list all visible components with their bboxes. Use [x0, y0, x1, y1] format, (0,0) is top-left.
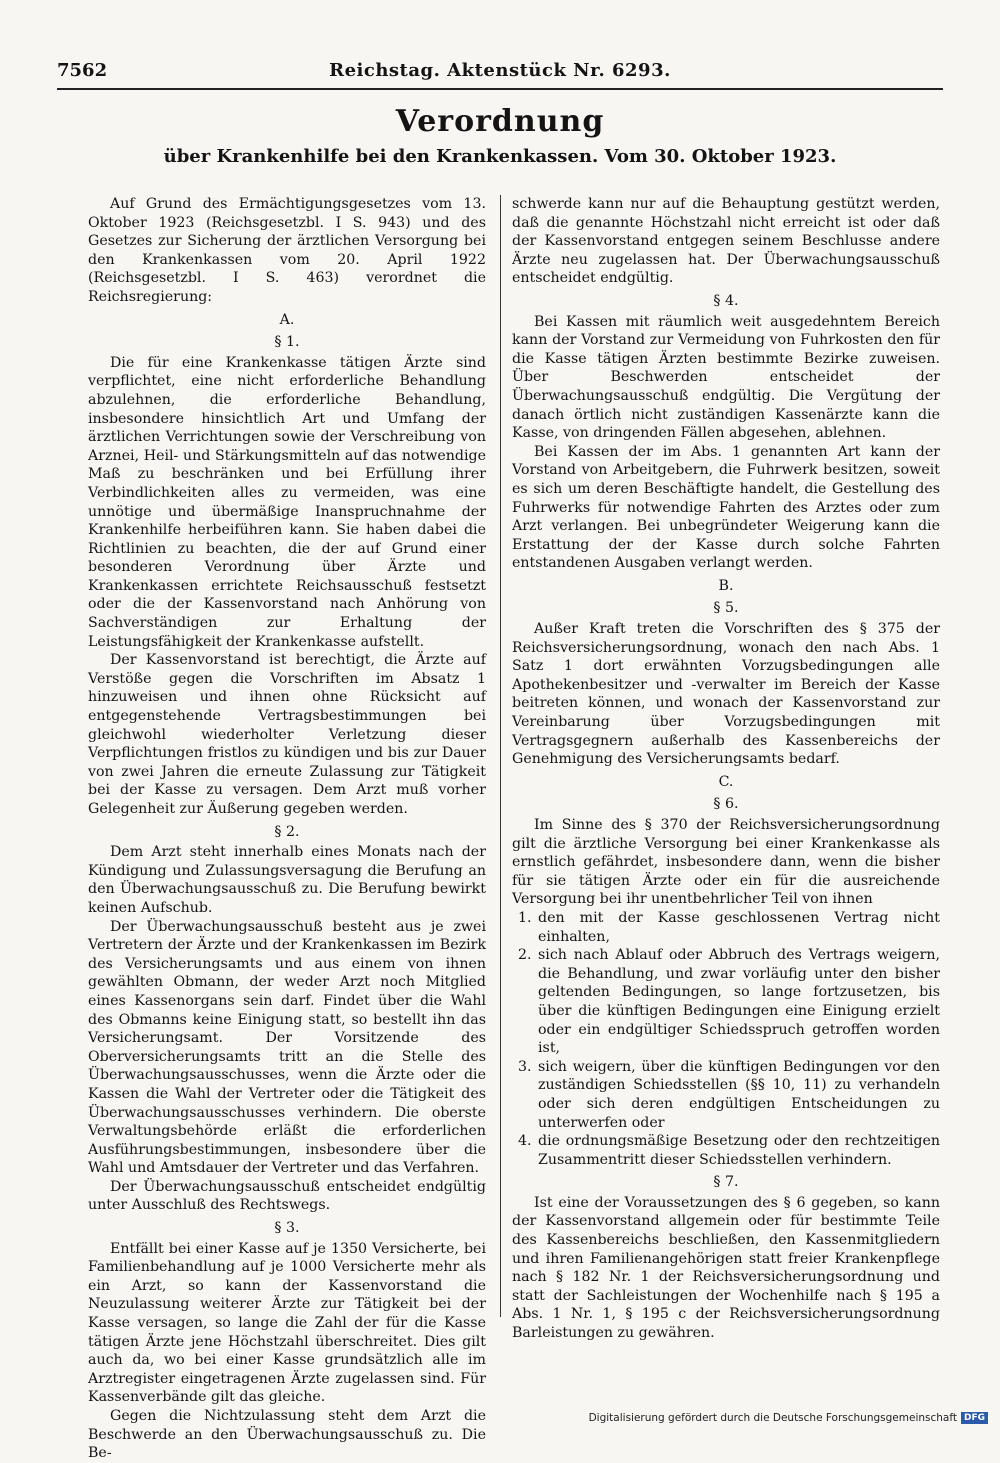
section-4-paragraph-2: Bei Kassen der im Abs. 1 genannten Art kann der Vorstand von Arbeitgebern, die Fuhrwerk besitzen, soweit es sich um deren Beschäftigte handelt, die Gestellung des Fuhrwerks für notwendige Fahrten des Arztes oder zum Arzt verlangen. Bei unbegründeter Weigerung kann die Erstattung der der Kasse durch solche Fahrten entstandenen Ausgaben verlangt werden. [512, 443, 940, 572]
dfg-logo-icon: DFG [961, 1412, 988, 1424]
section-7-heading: § 7. [713, 1174, 739, 1191]
list-item: 1. den mit der Kasse geschlossenen Vertrag nicht einhalten, [536, 909, 940, 946]
part-a-heading: A. [279, 311, 295, 328]
section-7-paragraph-1: Ist eine der Voraussetzungen des § 6 gegeben, so kann der Kassenvorstand allgemein oder für bestimmte Teile des Kassenbereichs beschließen, den Kassenmitgliedern und ihren Familienangehörigen statt freier Krankenpflege nach § 182 Nr. 1 der Reichsversicherungsordnung und statt der Sachleistungen der Wochenhilfe nach § 195 a Abs. 1 Nr. 1, § 195 c der Reichsversicherungsordnung Barleistungen zu gewähren. [512, 1194, 940, 1342]
list-item: 2. sich nach Ablauf oder Abbruch des Vertrags weigern, die Behandlung, und zwar vorläufig unter den bisher geltenden Bedingungen, so lange fortzusetzen, bis über die künftigen Bedingungen eine Einigung erzielt oder ein endgültiger Schiedsspruch getroffen worden ist, [536, 946, 940, 1058]
intro-paragraph: Auf Grund des Ermächtigungsgesetzes vom 13. Oktober 1923 (Reichsgesetzbl. I S. 943) und des Gesetzes zur Sicherung der ärztlichen Versorgung bei den Krankenkassen vom 20. April 1922 (Reichsgesetzbl. I S. 463) verordnet die Reichsregierung: [88, 196, 486, 305]
running-head: Reichstag. Aktenstück Nr. 6293. [329, 60, 671, 81]
document-title: Verordnung [395, 104, 605, 139]
continued-paragraph: schwerde kann nur auf die Behauptung gestützt werden, daß die genannte Höchstzahl nicht erreicht ist oder daß der Kassenvorstand entgegen seinem Beschlusse andere Ärzte neu zugelassen hat. Der Überwachungsausschuß entscheidet endgültig. [512, 196, 940, 287]
left-column [88, 195, 486, 1463]
credit-text: Digitalisierung gefördert durch die Deutsche Forschungsgemeinschaft [588, 1412, 957, 1424]
section-6-list [512, 909, 940, 1169]
section-4-heading: § 4. [713, 292, 739, 309]
section-3-heading: § 3. [274, 1220, 300, 1237]
page-number: 7562 [57, 60, 108, 81]
document-subtitle: über Krankenhilfe bei den Krankenkassen. Vom 30. Oktober 1923. [163, 146, 837, 167]
page-header [57, 60, 943, 86]
section-2-paragraph-3: Der Überwachungsausschuß entscheidet endgültig unter Ausschluß des Rechtswegs. [88, 1178, 486, 1214]
section-1-paragraph-1: Die für eine Krankenkasse tätigen Ärzte sind verpflichtet, eine nicht erforderliche Behandlung abzulehnen, die erforderliche Behandlung, insbesondere hinsichtlich Art und Umfang der ärztlichen Verrichtungen sowie der Verschreibung von Arznei, Heil- und Stärkungsmitteln auf das notwendige Maß zu beschränken und bei Erfüllung ihrer Verbindlichkeiten alles zu vermeiden, was eine unnötige und übermäßige Inanspruchnahme der Krankenhilfe herbeiführen kann. Sie haben dabei die Richtlinien zu beachten, die der auf Grund einer besonderen Verordnung über Ärzte und Krankenkassen errichtete Reichsausschuß festsetzt oder die der Kassenvorstand nach Anhörung von Sachverständigen zur Erhaltung der Leistungsfähigkeit der Krankenkasse aufstellt. [88, 354, 486, 650]
section-1-paragraph-2: Der Kassenvorstand ist berechtigt, die Ärzte auf Verstöße gegen die Vorschriften im Absatz 1 hinzuweisen und ihnen ohne Rücksicht auf entgegenstehende Vertragsbestimmungen bei gleichwohl wiederholter Verletzung dieser Verpflichtungen fristlos zu kündigen und bis zur Dauer von zwei Jahren die erneute Zulassung zur Tätigkeit bei der Kasse zu versagen. Dem Arzt muß vorher Gelegenheit zur Äußerung gegeben werden. [88, 652, 486, 817]
list-item: 4. die ordnungsmäßige Besetzung oder den rechtzeitigen Zusammentritt dieser Schiedsstellen verhindern. [536, 1132, 940, 1169]
section-6-heading: § 6. [713, 796, 739, 813]
section-4-paragraph-1: Bei Kassen mit räumlich weit ausgedehntem Bereich kann der Vorstand zur Vermeidung von Fuhrkosten den für die Kasse tätigen Ärzten bestimmte Bezirke zuweisen. Über Beschwerden entscheidet der Überwachungsausschuß endgültig. Die Vergütung der danach örtlich nicht zuständigen Kassenärzte kann die Kasse, von dringenden Fällen abgesehen, ablehnen. [512, 313, 940, 442]
section-2-paragraph-1: Dem Arzt steht innerhalb eines Monats nach der Kündigung und Zulassungsversagung die Berufung an den Überwachungsausschuß zu. Die Berufung bewirkt keinen Aufschub. [88, 844, 486, 916]
section-2-heading: § 2. [274, 823, 300, 840]
section-2-paragraph-2: Der Überwachungsausschuß besteht aus je zwei Vertretern der Ärzte und der Krankenkassen im Bezirk des Versicherungsamts und aus einem von ihnen gewählten Obmann, der weder Arzt noch Mitglied eines Kassenorgans sein darf. Findet über die Wahl des Obmanns keine Einigung statt, so bestellt ihn das Versicherungsamt. Der Vorsitzende des Oberversicherungsamts tritt an die Stelle des Überwachungsausschusses, wenn die Ärzte oder die Kassen die Wahl der Vertreter oder die Tätigkeit des Überwachungsausschusses verhindern. Die oberste Verwaltungsbehörde erläßt die erforderlichen Ausführungsbestimmungen, insbesondere über die Wahl und Amtsdauer der Vertreter und das Verfahren. [88, 918, 486, 1177]
part-c-heading: C. [718, 773, 734, 790]
section-3-paragraph-1: Entfällt bei einer Kasse auf je 1350 Versicherte, bei Familienbehandlung auf je 1000 Versicherte mehr als ein Arzt, so kann der Kassenvorstand die Neuzulassung weiterer Ärzte zur Tätigkeit bei der Kasse versagen, so lange die Zahl der für die Kasse tätigen Ärzte jene Höchstzahl überschreitet. Dies gilt auch da, wo bei einer Kasse grundsätzlich alle im Arztregister eingetragenen Ärzte zugelassen sind. Für Kassenverbände gilt das gleiche. [88, 1240, 486, 1406]
section-6-paragraph-1: Im Sinne des § 370 der Reichsversicherungsordnung gilt die ärztliche Versorgung bei einer Krankenkasse als ernstlich gefährdet, insbesondere dann, wenn die bisher für sie tätigen Ärzte oder ein für die ausreichende Versorgung bei ihr unentbehrlicher Teil von ihnen [512, 817, 940, 908]
section-1-heading: § 1. [274, 334, 300, 351]
header-rule [57, 88, 943, 90]
section-3-paragraph-2: Gegen die Nichtzulassung steht dem Arzt die Beschwerde an den Überwachungsausschuß zu. Die Be- [88, 1408, 486, 1462]
part-b-heading: B. [718, 577, 734, 594]
list-item: 3. sich weigern, über die künftigen Bedingungen vor den zuständigen Schiedsstellen (§§ 10, 11) zu verhandeln oder sich deren endgültigen Entscheidungen zu unterwerfen oder [536, 1058, 940, 1132]
digitization-credit [589, 1412, 988, 1424]
column-divider [500, 195, 501, 1317]
section-5-paragraph-1: Außer Kraft treten die Vorschriften des § 375 der Reichsversicherungsordnung, wonach den nach Abs. 1 Satz 1 dort erwähnten Vorzugsbedingungen alle Apothekenbesitzer und -verwalter im Bereich der Kasse beitreten können, und wonach der Kassenvorstand zur Vereinbarung über Vorzugsbedingungen mit Vertragsgegnern außerhalb des Kassenbereichs der Genehmigung des Versicherungsamts bedarf. [512, 621, 940, 768]
right-column [512, 195, 940, 1343]
section-5-heading: § 5. [713, 600, 739, 617]
